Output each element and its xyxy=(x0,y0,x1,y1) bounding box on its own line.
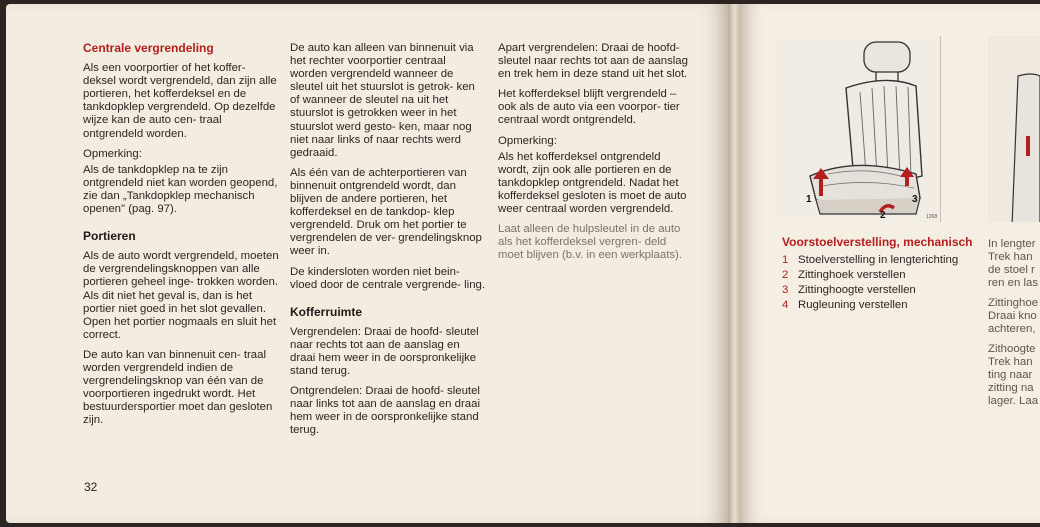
callout-1: 1 xyxy=(806,194,812,205)
caption-number: 1 xyxy=(782,254,789,266)
paragraph: De auto kan van binnenuit cen- traal worden vergrendeld indien de vergrendelingsknop van één van de voorportieren ingedrukt wordt. Het bestuurdersportier moet dan gesloten zijn. xyxy=(83,348,273,427)
cutoff-text xyxy=(988,238,1040,415)
heading-trunk: Kofferruimte xyxy=(290,304,363,319)
caption-item xyxy=(782,268,980,283)
paragraph: Apart vergrendelen: Draai de hoofd- sleutel naar rechts tot aan de aanslag en trek hem in deze stand uit het slot. xyxy=(498,42,688,81)
text-line: Zithoogte xyxy=(988,343,1036,355)
paragraph: Laat alleen de hulpsleutel in de auto als het kofferdeksel vergren- deld moet blijven (b.v. in een werkplaats). xyxy=(498,223,683,262)
paragraph: Als een voorportier of het koffer- deksel wordt vergrendeld, dan zijn alle portieren, het kofferdeksel en de tankdopklep vergrendeld. Op dezelfde wijze kan de auto cen- traal ontgrendeld worden. xyxy=(83,62,277,140)
paragraph: Vergrendelen: Draai de hoofd- sleutel naar rechts tot aan de aanslag en draai hem weer in de oorspronkelijke stand terug. xyxy=(290,325,479,378)
text-line: In lengter xyxy=(988,238,1036,250)
note-label: Opmerking: xyxy=(498,134,557,147)
caption-number: 2 xyxy=(782,269,789,281)
figure-code: 1268 xyxy=(926,214,938,220)
caption-item xyxy=(782,253,980,268)
text-column-3 xyxy=(498,42,694,269)
caption-title: Voorstoelverstelling, mechanisch xyxy=(782,235,973,249)
paragraph: Als de tankdopklep na te zijn ontgrendeld niet kan worden geopend, zie dan „Tankdopklep mechanisch openen" (pag. 97). xyxy=(83,163,278,216)
cutoff-paragraph xyxy=(988,297,1040,336)
cutoff-paragraph xyxy=(988,343,1040,408)
cutoff-paragraph xyxy=(988,238,1040,290)
text-column-1 xyxy=(83,42,279,434)
caption-text: Zittinghoogte verstellen xyxy=(798,284,916,296)
text-line: ting naar xyxy=(988,369,1033,381)
figure-caption xyxy=(782,236,980,313)
text-column-2 xyxy=(290,42,486,445)
text-line: zitting na xyxy=(988,382,1034,394)
paragraph: Het kofferdeksel blijft vergrendeld – ook als de auto via een voorpor- tier centraal wordt ontgrendeld. xyxy=(498,88,680,127)
paragraph: Als het kofferdeksel ontgrendeld wordt, zijn ook alle portieren en de tankdopklep ontgrendeld. Nadat het kofferdeksel gesloten is moet de auto weer centraal worden vergrendeld. xyxy=(498,150,687,216)
caption-text: Zittinghoek verstellen xyxy=(798,269,906,281)
paragraph: Als de auto wordt vergrendeld, moeten de vergrendelingsknoppen van alle portieren geheel inge- trokken worden. Als dit niet het geval is, dan is het portier niet goed in het slot gevallen. Open het portier nogmaals en sluit het correct. xyxy=(83,250,279,341)
text-line: lager. Laa xyxy=(988,395,1039,407)
caption-number: 3 xyxy=(782,284,789,296)
paragraph: De auto kan alleen van binnenuit via het rechter voorportier centraal worden vergrendeld wanneer de sleutel uit het stuurslot is getrok- ken of wanneer de sleutel na uit het stuurslot is getrokken weer in het stuurslot werd gesto- ken, maar nog niet naar links of naar rechts werd gedraaid. xyxy=(290,42,475,159)
paragraph: De kindersloten worden niet bein- vloed door de centrale vergrende- ling. xyxy=(290,265,486,291)
callout-2: 2 xyxy=(880,210,886,221)
seat-illustration-cut xyxy=(988,36,1040,222)
seat-drawing xyxy=(776,36,940,222)
text-line: Trek han xyxy=(988,356,1033,368)
text-line: achteren, xyxy=(988,323,1036,335)
seat-drawing-partial xyxy=(988,36,1040,222)
heading-doors: Portieren xyxy=(83,229,136,244)
text-line: ren en las xyxy=(988,277,1039,289)
caption-text: Stoelverstelling in lengterichting xyxy=(798,254,959,266)
text-line: Zittinghoe xyxy=(988,297,1039,309)
paragraph: Ontgrendelen: Draai de hoofd- sleutel naar links tot aan de aanslag en draai hem weer in de oorspronkelijke stand terug. xyxy=(290,385,480,437)
text-line: de stoel r xyxy=(988,264,1035,276)
heading-central-locking: Centrale vergrendeling xyxy=(83,41,214,55)
seat-illustration xyxy=(776,36,941,222)
caption-item xyxy=(782,283,980,298)
callout-3: 3 xyxy=(912,194,918,205)
text-line: Draai kno xyxy=(988,310,1037,322)
text-line: Trek han xyxy=(988,251,1033,263)
note-label: Opmerking: xyxy=(83,147,142,160)
caption-number: 4 xyxy=(782,299,789,311)
caption-text: Rugleuning verstellen xyxy=(798,299,908,311)
caption-item xyxy=(782,298,980,313)
book-gutter xyxy=(728,4,740,523)
page-number: 32 xyxy=(84,480,98,494)
paragraph: Als één van de achterportieren van binnenuit ontgrendeld wordt, dan blijven de andere portieren, het kofferdeksel en de tankdop- klep vergrendeld. Druk om het portier te vergrendelen de ver- grendelingsknop weer in. xyxy=(290,166,482,258)
